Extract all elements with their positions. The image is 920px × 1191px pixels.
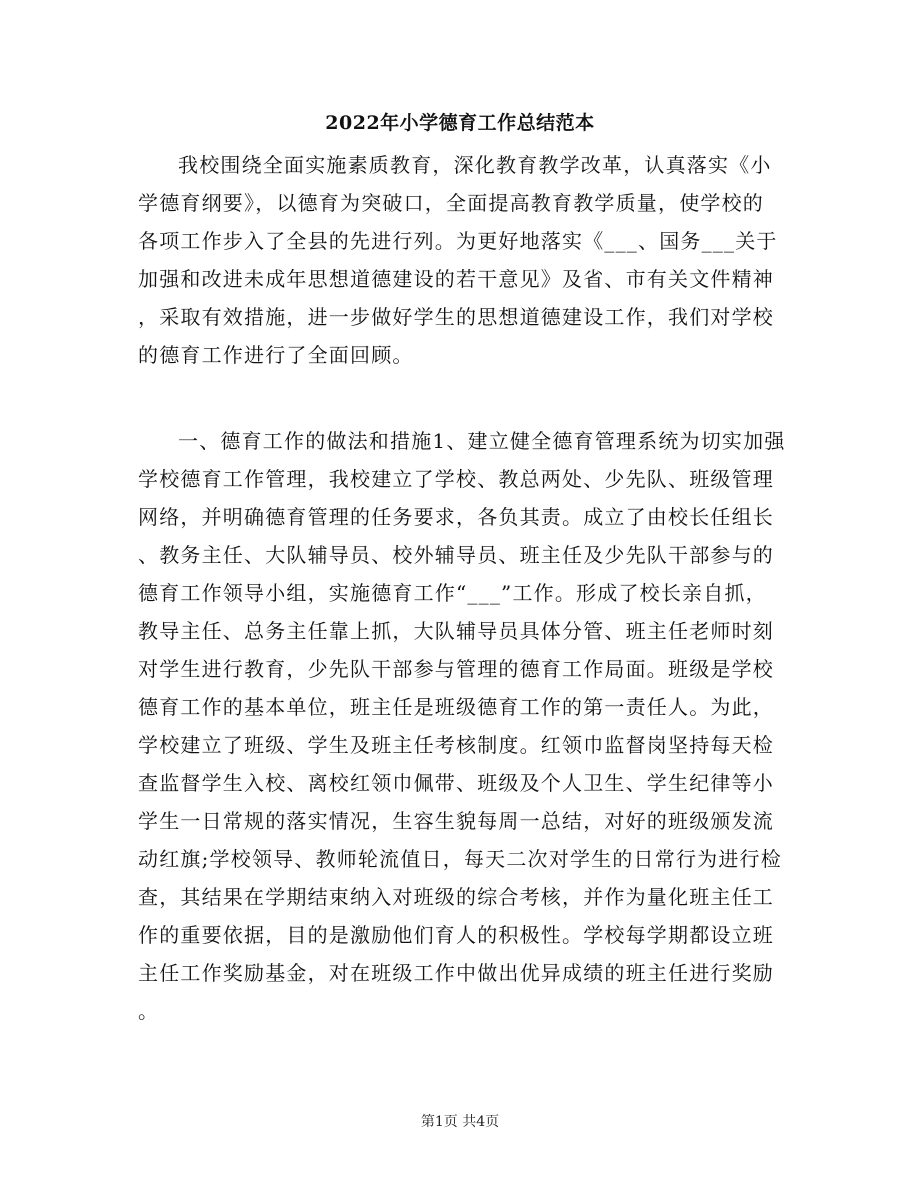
text-line: 我校围绕全面实施素质教育，深化教育教学改革，认真落实《小 [178, 153, 772, 177]
text-line: 动红旗;学校领导、教师轮流值日，每天二次对学生的日常行为进行检 [138, 847, 782, 871]
text-line: 查监督学生入校、离校红领巾佩带、班级及个人卫生、学生纪律等小 [138, 771, 774, 795]
text-line: 教导主任、总务主任靠上抓，大队辅导员具体分管、班主任老师时刻 [138, 619, 774, 643]
text-line: 学生一日常规的落实情况，生容生貌每周一总结，对好的班级颁发流 [138, 809, 774, 833]
paragraph-1 [138, 146, 786, 374]
text-line: 学校建立了班级、学生及班主任考核制度。红领巾监督岗坚持每天检 [138, 733, 774, 757]
text-line: 、教务主任、大队辅导员、校外辅导员、班主任及少先队干部参与的 [138, 543, 774, 567]
text-line: 学校德育工作管理，我校建立了学校、教总两处、少先队、班级管理 [138, 467, 774, 491]
text-line: 主任工作奖励基金，对在班级工作中做出优异成绩的班主任进行奖励 [138, 961, 774, 985]
text-line: 加强和改进未成年思想道德建设的若干意见》及省、市有关文件精神 [138, 267, 774, 291]
text-line: 学德育纲要》，以德育为突破口，全面提高教育教学质量，使学校的 [138, 191, 764, 215]
page-number: 第1页 共4页 [420, 1114, 500, 1130]
text-line: 各项工作步入了全县的先进行列。为更好地落实《___、国务___关于 [138, 229, 778, 253]
text-line: 。 [138, 999, 160, 1023]
text-line: 一、德育工作的做法和措施1、建立健全德育管理系统为切实加强 [178, 429, 786, 453]
text-line: 德育工作领导小组，实施德育工作“___”工作。形成了校长亲自抓， [138, 581, 767, 605]
text-line: 查，其结果在学期结束纳入对班级的综合考核，并作为量化班主任工 [138, 885, 774, 909]
text-line: 德育工作的基本单位，班主任是班级德育工作的第一责任人。为此， [138, 695, 774, 719]
text-line: 网络，并明确德育管理的任务要求，各负其责。成立了由校长任组长 [138, 505, 774, 529]
text-line: 的德育工作进行了全面回顾。 [138, 343, 414, 367]
text-line: 对学生进行教育，少先队干部参与管理的德育工作局面。班级是学校 [138, 657, 774, 681]
paragraph-2 [138, 422, 786, 1030]
text-line: ，采取有效措施，进一步做好学生的思想道德建设工作，我们对学校 [138, 305, 774, 329]
document-title: 2022年小学德育工作总结范本 [325, 112, 595, 134]
text-line: 作的重要依据，目的是激励他们育人的积极性。学校每学期都设立班 [138, 923, 774, 947]
